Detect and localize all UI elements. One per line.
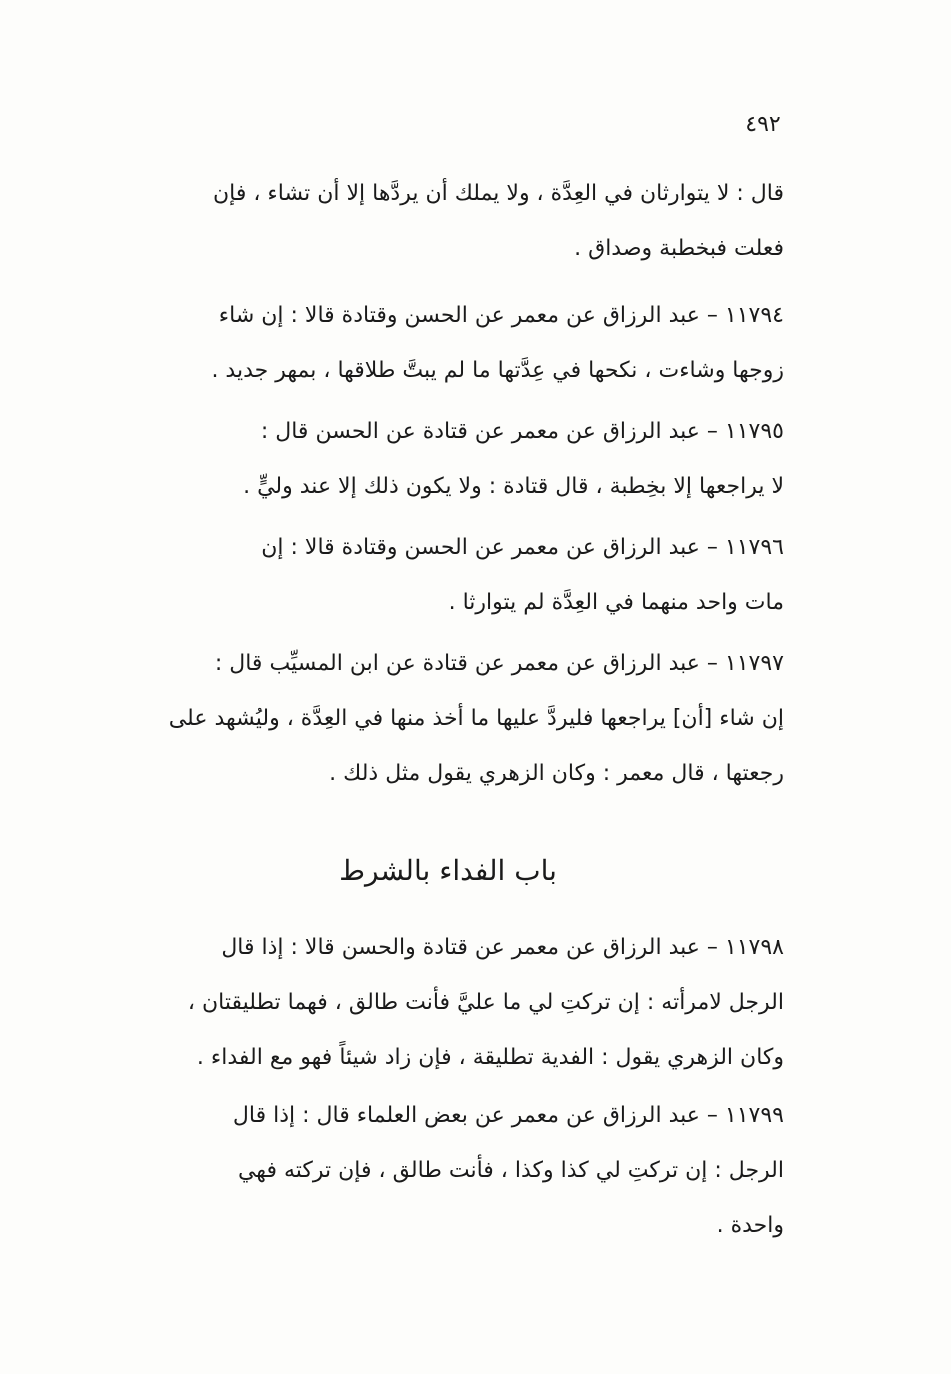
hadith-11798 — [112, 920, 784, 1085]
page-number: ٤٩٢ — [745, 112, 781, 137]
text-line: لا يراجعها إلا بخِطبة ، قال قتادة : ولا يكون ذلك إلا عند وليٍّ . — [243, 474, 784, 499]
text-line: إن شاء [أن] يراجعها فليردَّ عليها ما أخذ منها في العِدَّة ، وليُشهد على — [168, 706, 784, 731]
text-line: الرجل : إن تركتِ لي كذا وكذا ، فأنت طالق ، فإن تركته فهي — [237, 1158, 784, 1183]
text-line: ١١٧٩٨ – عبد الرزاق عن معمر عن قتادة والحسن قالا : إذا قال — [221, 935, 784, 960]
text-line: ١١٧٩٥ – عبد الرزاق عن معمر عن قتادة عن الحسن قال : — [260, 419, 784, 444]
hadith-11799 — [112, 1088, 784, 1253]
section-heading: باب الفداء بالشرط — [339, 854, 557, 887]
text-line: فعلت فبخطبة وصداق . — [574, 236, 784, 261]
text-line: رجعتها ، قال معمر : وكان الزهري يقول مثل ذلك . — [329, 761, 784, 786]
hadith-11794 — [112, 288, 784, 398]
text-line: زوجها وشاءت ، نكحها في عِدَّتها ما لم يبتَّ طلاقها ، بمهر جديد . — [211, 358, 784, 383]
text-line: الرجل لامرأته : إن تركتِ لي ما عليَّ فأنت طالق ، فهما تطليقتان ، — [187, 990, 784, 1015]
text-line: واحدة . — [716, 1213, 784, 1238]
text-line: مات واحد منهما في العِدَّة لم يتوارثا . — [448, 590, 784, 615]
text-line: قال : لا يتوارثان في العِدَّة ، ولا يملك أن يردَّها إلا أن تشاء ، فإن — [212, 181, 784, 206]
text-line: ١١٧٩٤ – عبد الرزاق عن معمر عن الحسن وقتادة قالا : إن شاء — [218, 303, 784, 328]
hadith-11796 — [112, 520, 784, 630]
hadith-11797 — [112, 636, 784, 801]
text-line: ١١٧٩٩ – عبد الرزاق عن معمر عن بعض العلماء قال : إذا قال — [232, 1103, 784, 1128]
text-line: وكان الزهري يقول : الفدية تطليقة ، فإن زاد شيئاً فهو مع الفداء . — [196, 1045, 784, 1070]
text-line: ١١٧٩٦ – عبد الرزاق عن معمر عن الحسن وقتادة قالا : إن — [261, 535, 784, 560]
paragraph-continuation — [112, 166, 784, 276]
hadith-11795 — [112, 404, 784, 514]
text-line: ١١٧٩٧ – عبد الرزاق عن معمر عن قتادة عن ابن المسيِّب قال : — [214, 651, 784, 676]
